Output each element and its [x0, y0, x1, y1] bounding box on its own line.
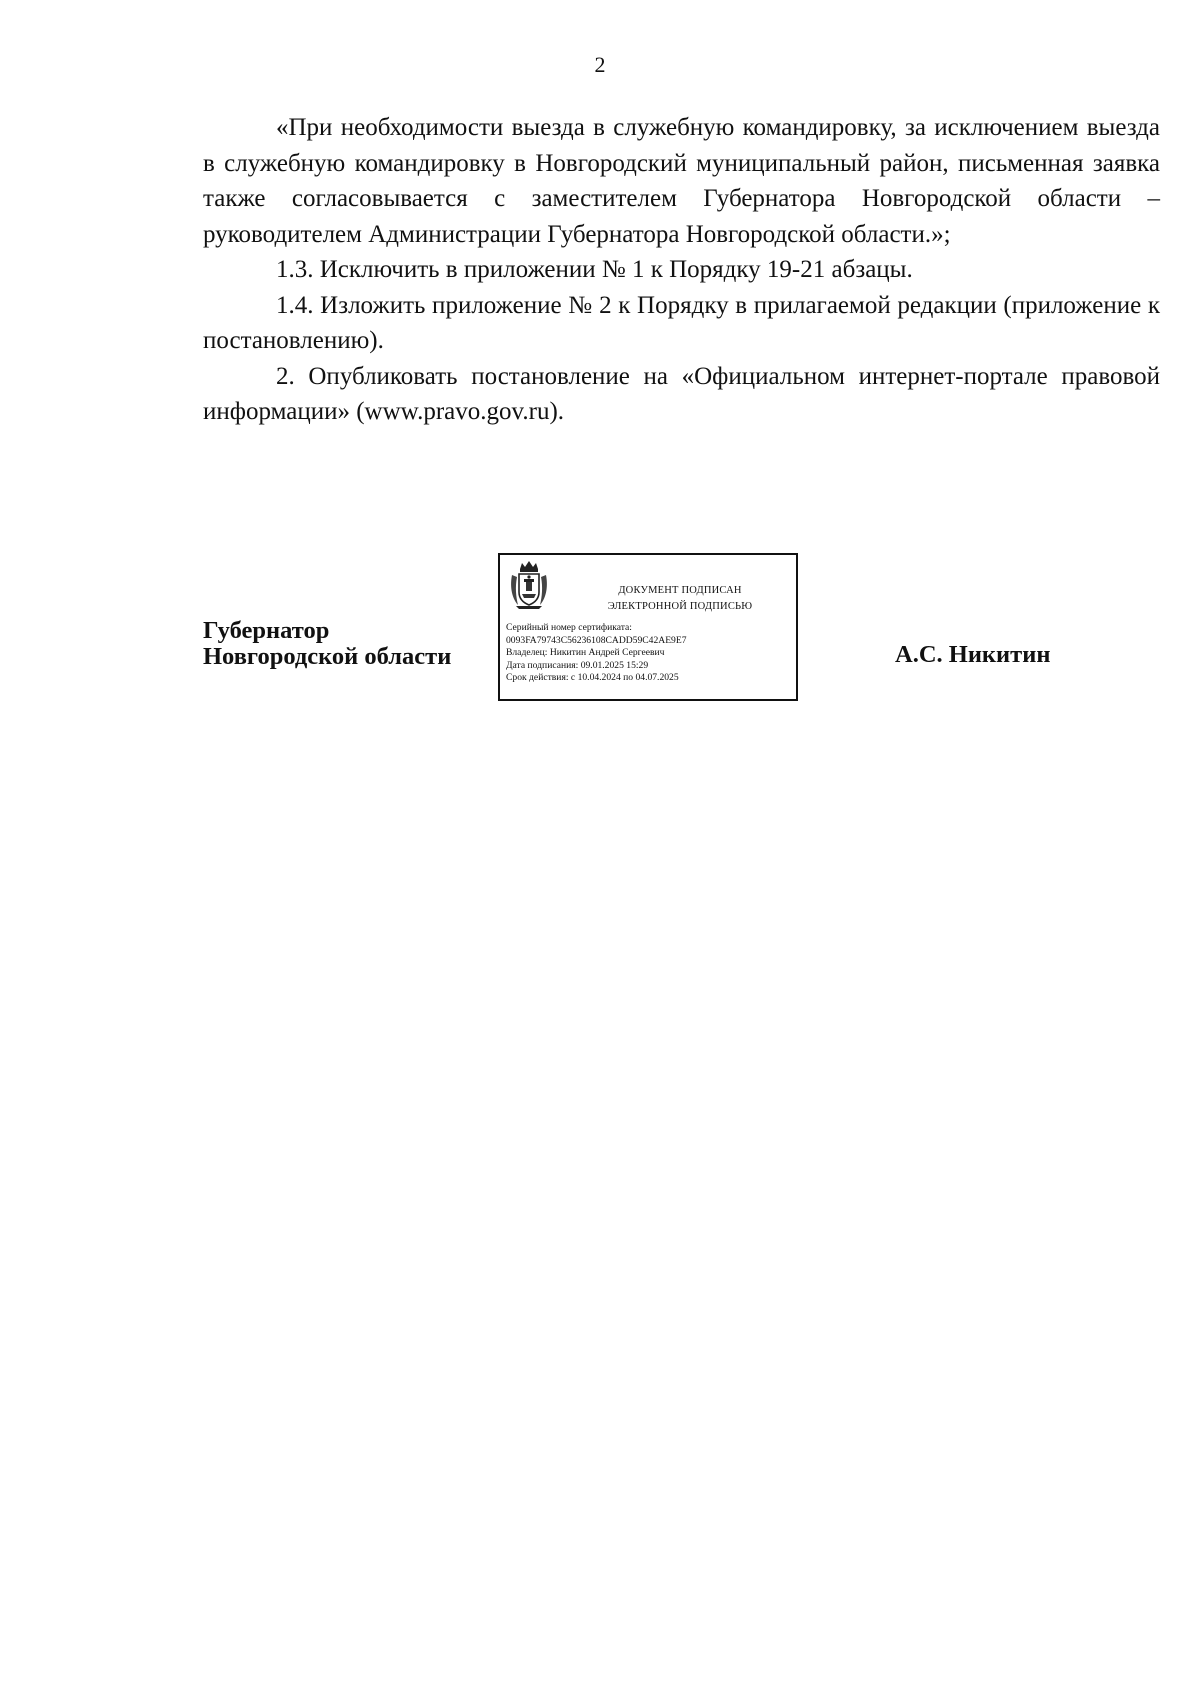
electronic-signature-stamp	[498, 553, 798, 701]
signatory-position-line2: Новгородской области	[203, 643, 452, 670]
certificate-owner: Владелец: Никитин Андрей Сергеевич	[506, 647, 665, 659]
paragraph-1-4: 1.4. Изложить приложение № 2 к Порядку в прилагаемой редакции (приложение к постановлению).	[203, 291, 1160, 354]
paragraph-amendment-quote: «При необходимости выезда в служебную командировку, за исключением выезда в служебную командировку в Новгородский муниципальный район, письменная заявка также согласовывается с заместителем Губернатора Новгородской области – руководителем Администрации Губернатора Новгородской области.»;	[203, 114, 1160, 248]
signatory-position	[203, 618, 451, 670]
paragraph-1-3: 1.3. Исключить в приложении № 1 к Порядку 19-21 абзацы.	[276, 256, 913, 283]
stamp-header	[570, 583, 790, 615]
stamp-header-line1: ДОКУМЕНТ ПОДПИСАН	[618, 585, 742, 596]
page-number: 2	[594, 52, 606, 77]
stamp-details	[506, 622, 796, 685]
certificate-validity: Срок действия: с 10.04.2024 по 04.07.2025	[506, 672, 679, 684]
signing-date: Дата подписания: 09.01.2025 15:29	[506, 659, 649, 671]
signatory-name: А.С. Никитин	[895, 641, 1051, 668]
certificate-serial-value: 0093FA79743C56236108CADD59C42AE9E7	[506, 634, 687, 646]
signature-block	[0, 0, 1200, 720]
paragraph-2: 2. Опубликовать постановление на «Официальном интернет-портале правовой информации» (www.pravo.gov.ru).	[203, 362, 1160, 425]
signatory-position-line1: Губернатор	[203, 617, 330, 644]
coat-of-arms-icon	[508, 559, 550, 611]
stamp-header-line2: ЭЛЕКТРОННОЙ ПОДПИСЬЮ	[607, 601, 753, 612]
certificate-serial-label: Серийный номер сертификата:	[506, 622, 632, 633]
